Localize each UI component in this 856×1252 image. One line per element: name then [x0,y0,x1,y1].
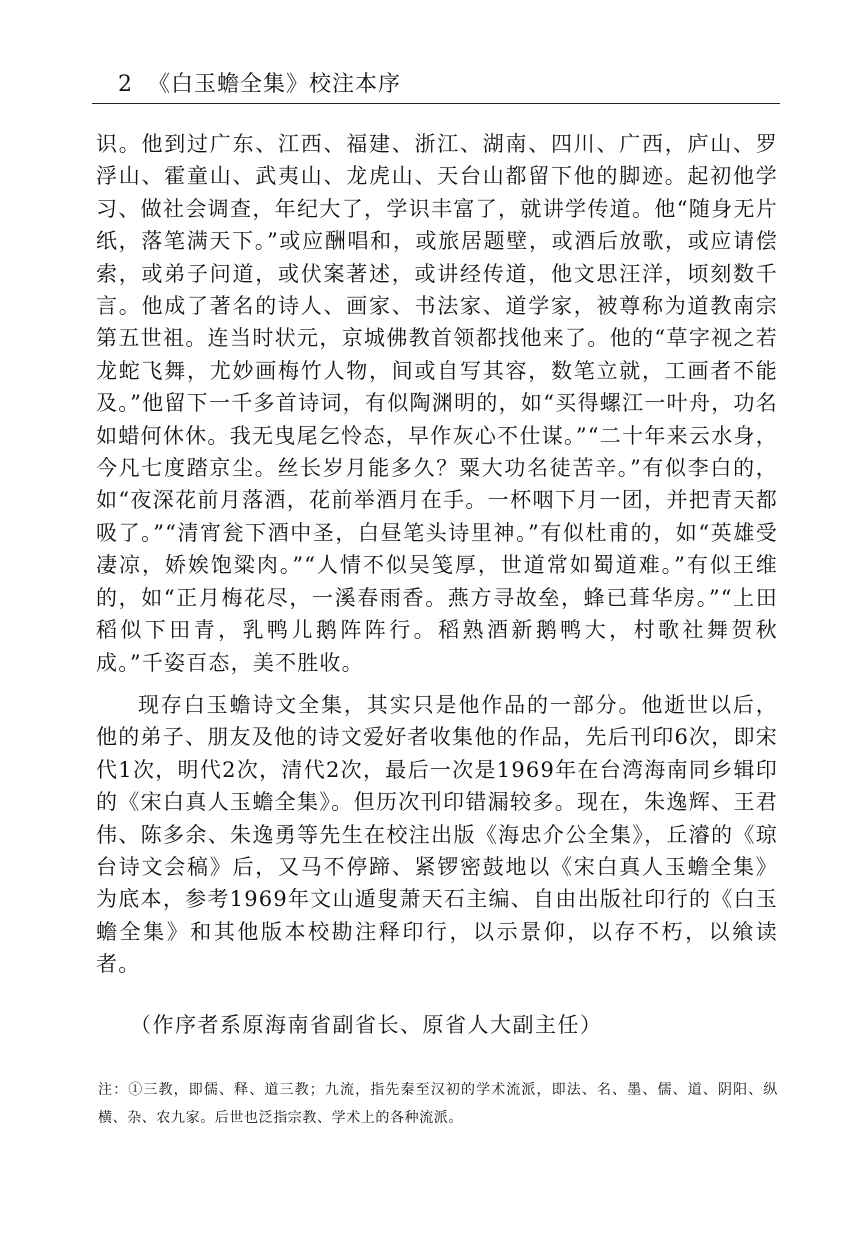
page-header [118,70,778,100]
page-number: 2 [118,72,133,97]
header-divider [92,103,780,104]
running-title: 《白玉蟾全集》校注本序 [148,72,402,97]
body-paragraph: 识。他到过广东、江西、福建、浙江、湖南、四川、广西，庐山、罗浮山、霍童山、武夷山、龙虎山、天台山都留下他的脚迹。起初他学习、做社会调查，年纪大了，学识丰富了，就讲学传道。他“随身无片纸，落笔满天下。”或应酬唱和，或旅居题壁，或酒后放歌，或应请偿索，或弟子问道，或伏案著述，或讲经传道，他文思汪洋，顷刻数千言。他成了著名的诗人、画家、书法家、道学家，被尊称为道教南宗第五世祖。连当时状元，京城佛教首领都找他来了。他的“草字视之若龙蛇飞舞，尤妙画梅竹人物，间或自写其容，数笔立就，工画者不能及。”他留下一千多首诗词，有似陶渊明的，如“买得螺江一叶舟，功名如蜡何休休。我无曳尾乞怜态，早作灰心不仕谋。”“二十年来云水身，今凡七度踏京尘。丝长岁月能多久？粟大功名徒苦辛。”有似李白的，如“夜深花前月落酒，花前举酒月在手。一杯咽下月一团，并把青天都吸了。”“清宵瓮下酒中圣，白昼笔头诗里神。”有似杜甫的，如“英雄受凄凉，娇娭饱粱肉。”“人情不似吴笺厚，世道常如蜀道难。”有似王维的，如“正月梅花尽，一溪春雨香。燕方寻故垒，蜂已葺华房。”“上田稻似下田青，乳鸭儿鹅阵阵行。稻熟酒新鹅鸭大，村歌社舞贺秋成。”千姿百态，美不胜收。 [96,132,778,675]
footnote: 注：①三教，即儒、释、道三教；九流，指先秦至汉初的学术流派，即法、名、墨、儒、道、阴阳、纵横、杂、农九家。后世也泛指宗教、学术上的各种流派。 [98,1082,778,1126]
body-paragraph: 现存白玉蟾诗文全集，其实只是他作品的一部分。他逝世以后，他的弟子、朋友及他的诗文爱好者收集他的作品，先后刊印6次，即宋代1次，明代2次，清代2次，最后一次是1969年在台湾海南同乡辑印的《宋白真人玉蟾全集》。但历次刊印错漏较多。现在，朱逸辉、王君伟、陈多余、朱逸勇等先生在校注出版《海忠介公全集》，丘濬的《琼台诗文会稿》后，又马不停蹄、紧锣密鼓地以《宋白真人玉蟾全集》为底本，参考1969年文山遁叟萧天石主编、自由出版社印行的《白玉蟾全集》和其他版本校勘注释印行，以示景仰，以存不朽，以飨读者。 [96,693,778,977]
author-note: （作序者系原海南省副省长、原省人大副主任） [130,1013,603,1037]
